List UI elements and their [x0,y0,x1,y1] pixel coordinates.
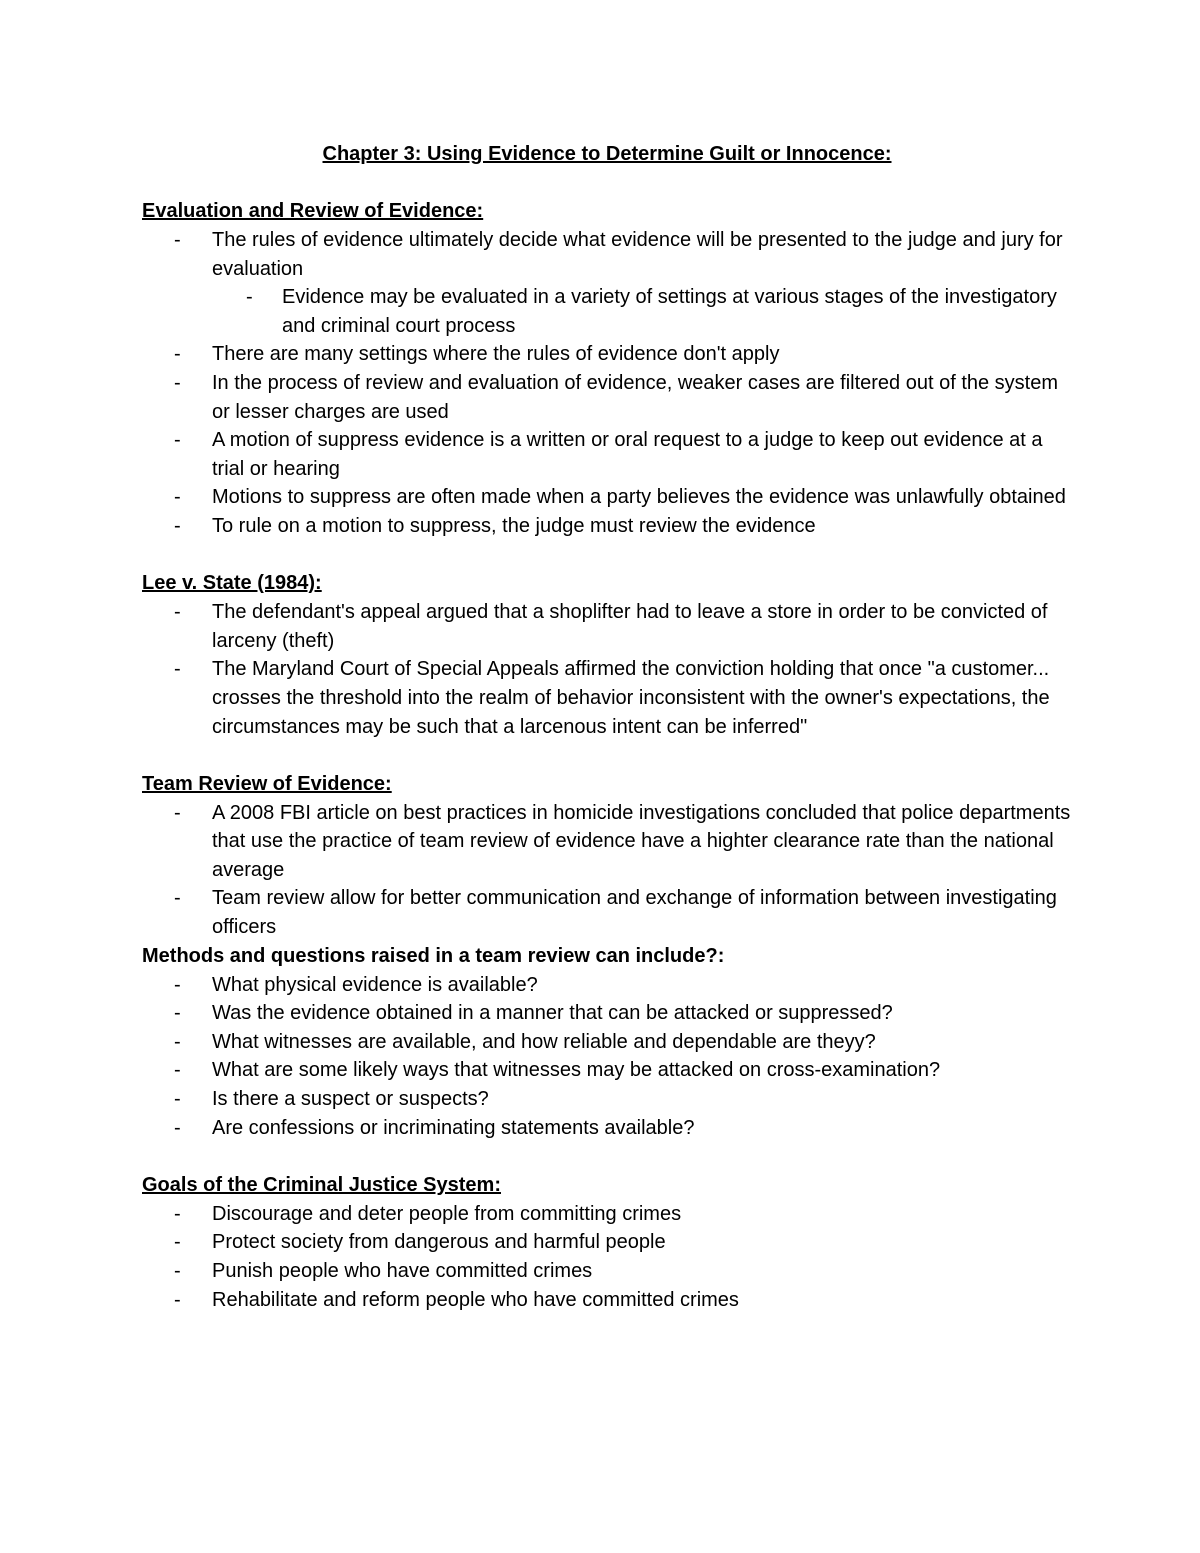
list-item-text: A 2008 FBI article on best practices in homicide investigations concluded that police departments that use the practice of team review of evidence have a highter clearance rate than the national average [212,801,1071,881]
list-item-text: The rules of evidence ultimately decide what evidence will be presented to the judge and jury for evaluation [212,229,1063,280]
list-item [142,655,1072,741]
list-item-text: There are many settings where the rules of evidence don't apply [212,343,780,366]
section-heading-methods-questions: Methods and questions raised in a team review can include?: [142,944,725,967]
list-item [142,1200,1072,1229]
list-item [142,340,1072,369]
list-item [142,884,1072,941]
bullet-dash: - [246,286,253,309]
list-item [142,1085,1072,1114]
bullet-dash: - [174,1231,181,1254]
document-page [142,140,1072,1314]
bullet-dash: - [174,1088,181,1111]
bullet-dash: - [174,486,181,509]
list-item [142,598,1072,655]
bullet-dash: - [174,801,181,824]
team-review-list [142,799,1072,942]
list-item-text: What are some likely ways that witnesses may be attacked on cross-examination? [212,1059,941,1082]
list-item [142,1257,1072,1286]
list-item [142,799,1072,885]
list-item-text: The defendant's appeal argued that a shoplifter had to leave a store in order to be convicted of larceny (theft) [212,601,1048,652]
list-item-nested [142,283,1072,340]
list-item-text: What physical evidence is available? [212,973,538,996]
list-item [142,1114,1072,1143]
bullet-dash: - [174,1288,181,1311]
bullet-dash: - [174,343,181,366]
list-item-text: Punish people who have committed crimes [212,1260,593,1282]
list-item-text: Was the evidence obtained in a manner that can be attacked or suppressed? [212,1002,893,1025]
methods-questions-list [142,971,1072,1143]
list-item [142,369,1072,426]
list-item-text: Team review allow for better communication and exchange of information between investigating officers [212,887,1057,939]
bullet-dash: - [174,371,181,394]
list-item-text: Are confessions or incriminating statements available? [212,1116,695,1139]
list-item-text: In the process of review and evaluation of evidence, weaker cases are filtered out of the system or lesser charges are used [212,371,1059,423]
document-title: Chapter 3: Using Evidence to Determine Guilt or Innocence: [322,143,892,165]
list-item-text: A motion of suppress evidence is a written or oral request to a judge to keep out evidence at a trial or hearing [212,429,1043,480]
bullet-dash: - [174,658,181,681]
section-heading-lee-v-state: Lee v. State (1984): [142,572,322,595]
section-heading-evaluation: Evaluation and Review of Evidence: [142,200,484,222]
bullet-dash: - [174,1002,181,1025]
section-heading-goals: Goals of the Criminal Justice System: [142,1173,501,1196]
bullet-dash: - [174,1059,181,1082]
list-item-text: Discourage and deter people from committing crimes [212,1202,682,1225]
bullet-dash: - [174,1202,181,1225]
list-item [142,1228,1072,1257]
bullet-dash: - [174,1260,181,1282]
section-heading-team-review: Team Review of Evidence: [142,772,392,795]
list-item-text: To rule on a motion to suppress, the judge must review the evidence [212,514,816,537]
bullet-dash: - [174,1030,181,1053]
list-item [142,1028,1072,1057]
list-item [142,1056,1072,1085]
evaluation-list [142,226,1072,541]
list-item-text: Rehabilitate and reform people who have committed crimes [212,1288,739,1311]
list-item [142,483,1072,512]
goals-list [142,1200,1072,1314]
list-item [142,1286,1072,1315]
list-item [142,971,1072,1000]
bullet-dash: - [174,514,181,537]
list-item-text: The Maryland Court of Special Appeals affirmed the conviction holding that once "a customer... crosses the threshold into the realm of behavior inconsistent with the owner's expectations, the circumstances may be such that a larcenous intent can be inferred" [212,658,1050,738]
lee-v-state-list [142,598,1072,741]
list-item [142,999,1072,1028]
list-item-text: What witnesses are available, and how reliable and dependable are theyy? [212,1030,876,1053]
bullet-dash: - [174,973,181,996]
list-item [142,226,1072,283]
list-item [142,512,1072,541]
list-item-text: Motions to suppress are often made when a party believes the evidence was unlawfully obtained [212,486,1066,509]
bullet-dash: - [174,887,181,910]
bullet-dash: - [174,229,181,251]
list-item-text: Is there a suspect or suspects? [212,1088,489,1111]
bullet-dash: - [174,1116,181,1139]
list-item-text: Protect society from dangerous and harmful people [212,1231,666,1254]
list-item-text: Evidence may be evaluated in a variety of settings at various stages of the investigatory and criminal court process [282,286,1057,337]
list-item [142,426,1072,483]
bullet-dash: - [174,429,181,452]
bullet-dash: - [174,601,181,624]
